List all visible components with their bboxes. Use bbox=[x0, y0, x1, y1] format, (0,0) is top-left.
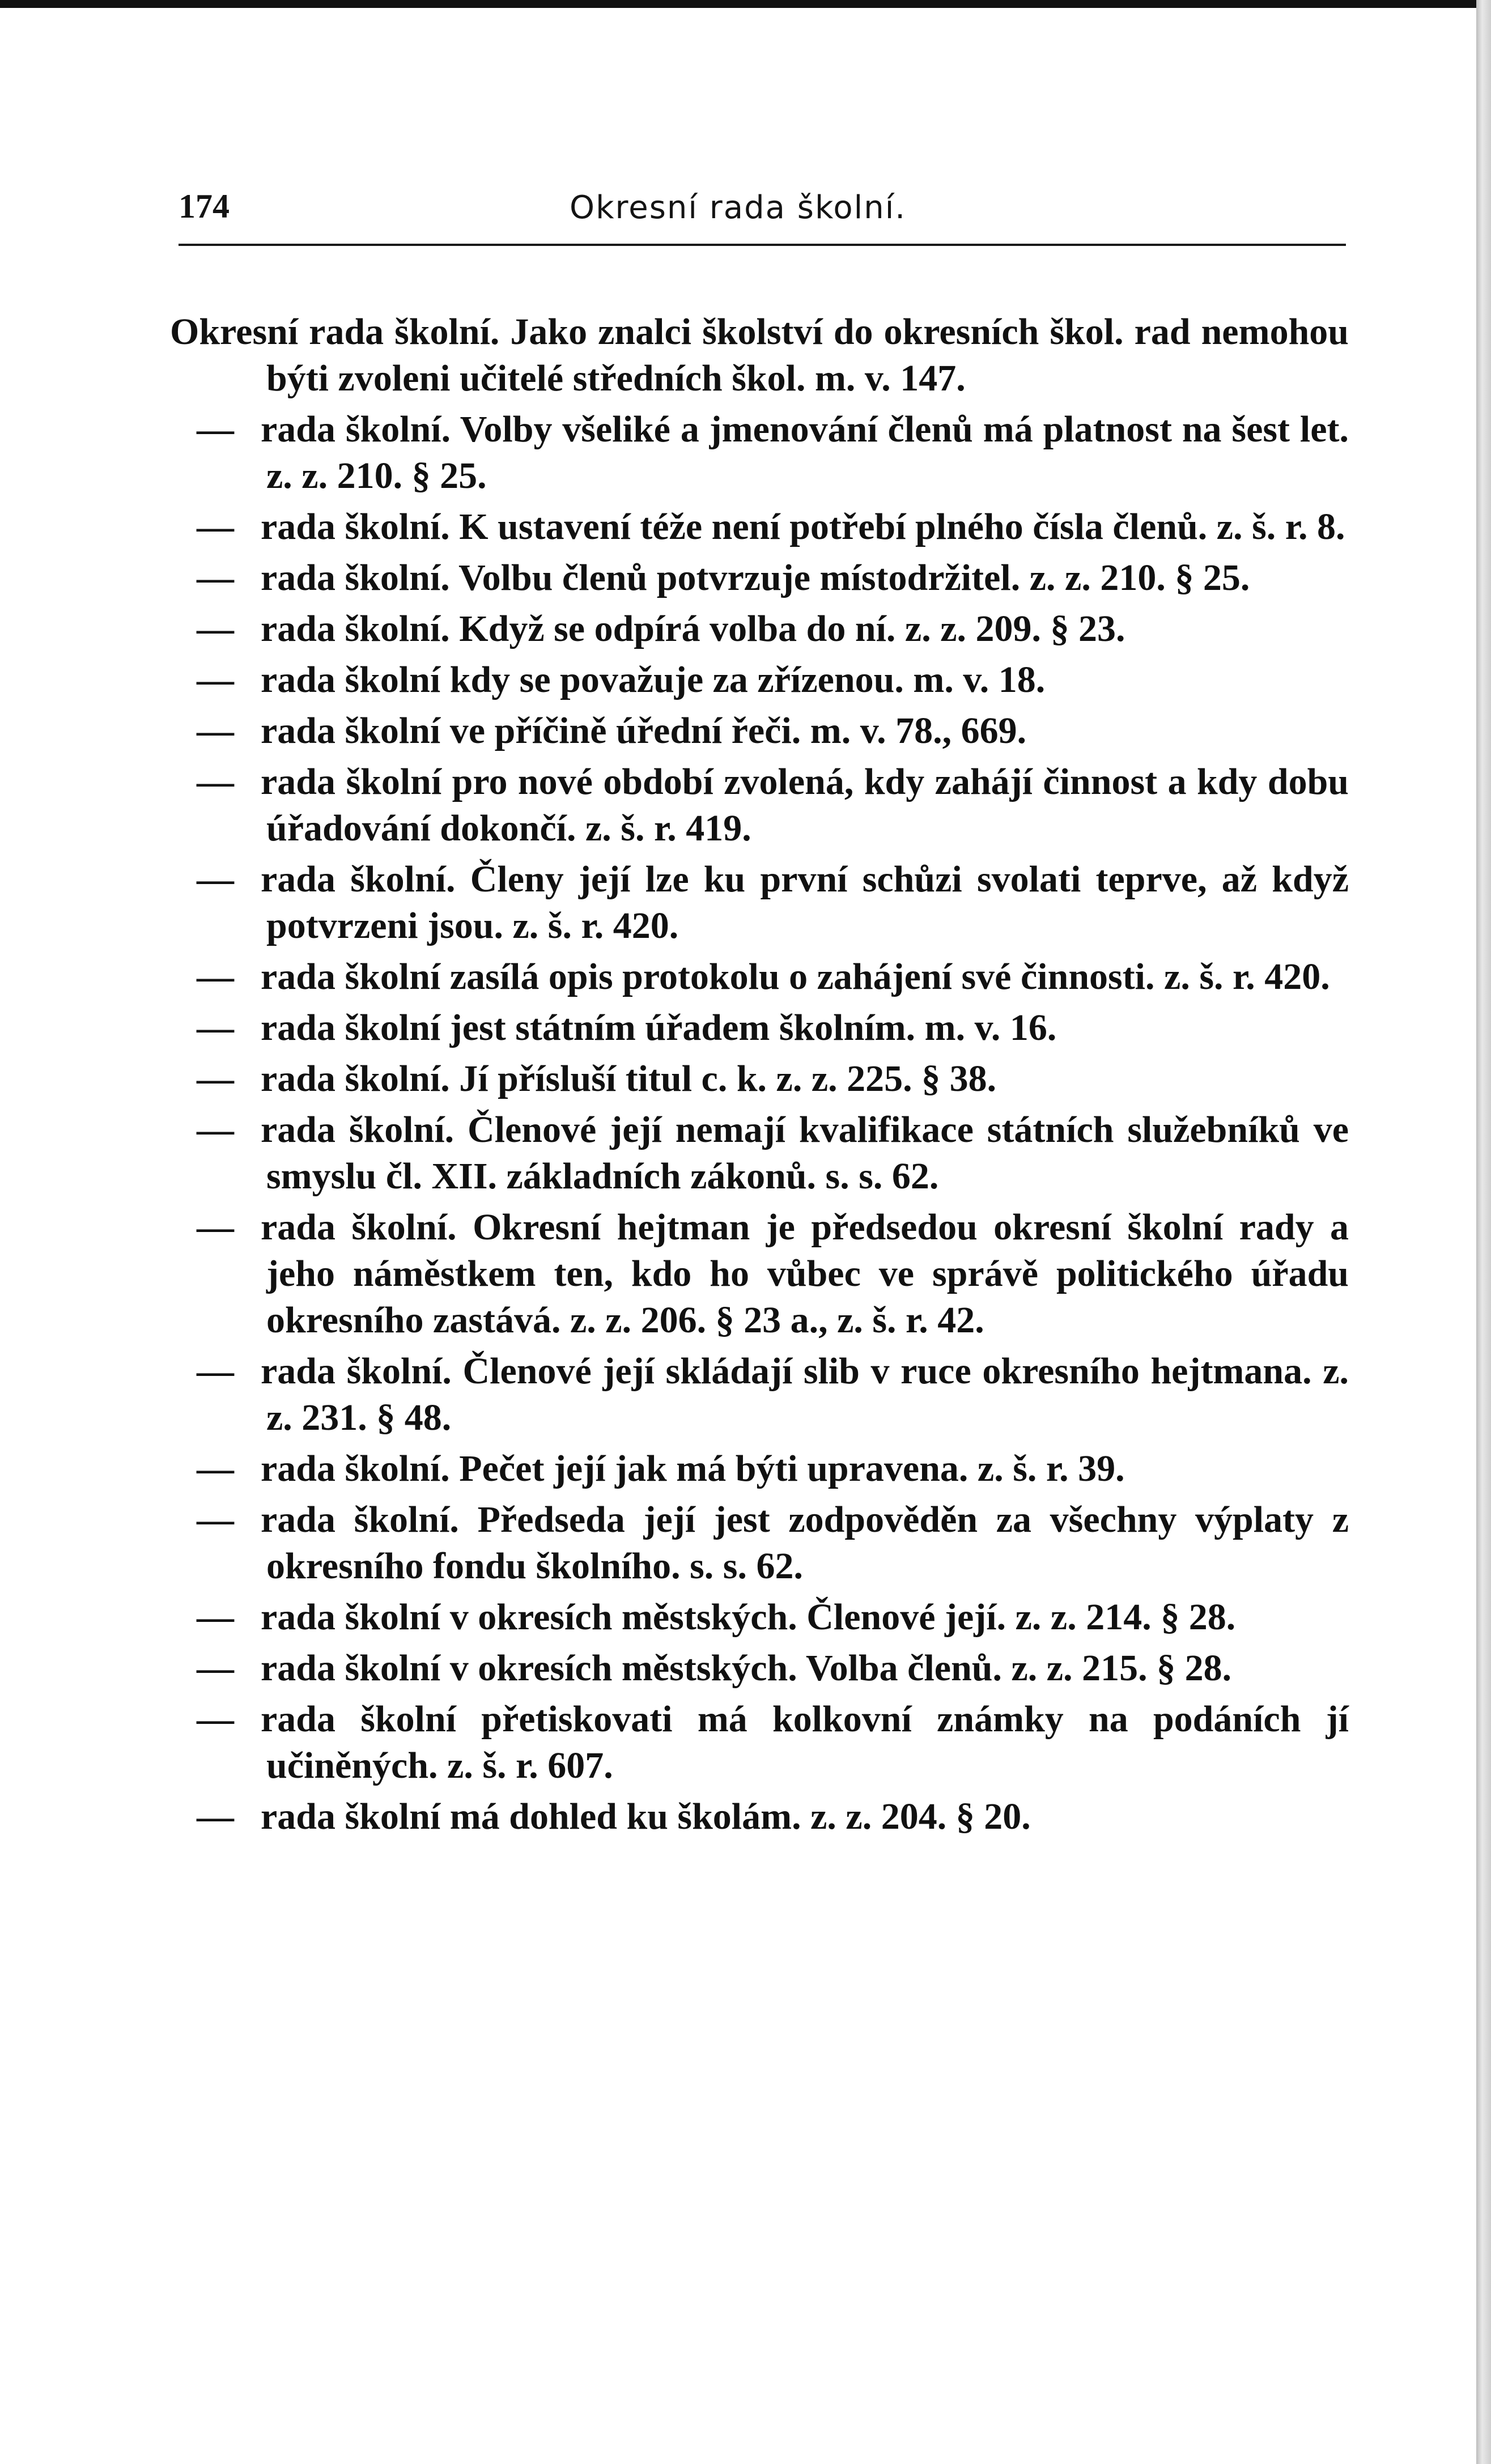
entry-lead: — bbox=[197, 506, 234, 547]
entry-lead: — bbox=[197, 1350, 234, 1392]
running-title: Okresní rada školní. bbox=[570, 189, 907, 226]
entry-text: rada školní. Jí přísluší titul c. k. z. z. 225. § 38. bbox=[261, 1058, 997, 1099]
entry-text: rada školní. Když se odpírá volba do ní. z. z. 209. § 23. bbox=[261, 608, 1125, 649]
index-entry bbox=[170, 1204, 1349, 1344]
entry-lead: — bbox=[197, 557, 234, 598]
index-entry bbox=[170, 606, 1349, 652]
scan-top-border bbox=[0, 0, 1491, 8]
entry-text: rada školní. Členy její lze ku první schůzi svolati teprve, až když potvrzeni jsou. z. š. r. 420. bbox=[261, 859, 1349, 946]
entry-text: rada školní. Členové její nemají kvalifikace státních služebníků ve smyslu čl. XII. základních zákonů. s. s. 62. bbox=[261, 1109, 1349, 1197]
entry-lead: — bbox=[197, 1448, 234, 1489]
entry-text: rada školní. K ustavení téže není potřebí plného čísla členů. z. š. r. 8. bbox=[261, 506, 1345, 547]
index-entry bbox=[170, 1794, 1349, 1840]
entry-text: Okresní rada školní. Jako znalci školství do okresních škol. rad nemohou býti zvoleni učitelé středních škol. m. v. 147. bbox=[170, 311, 1349, 399]
index-entry bbox=[170, 954, 1349, 1000]
entry-lead: — bbox=[197, 1596, 234, 1638]
entry-text: rada školní. Členové její skládají slib v ruce okresního hejtmana. z. z. 231. § 48. bbox=[261, 1350, 1349, 1438]
index-entry bbox=[170, 1594, 1349, 1641]
entry-lead: — bbox=[197, 1796, 234, 1837]
entry-text: rada školní. Volbu členů potvrzuje místodržitel. z. z. 210. § 25. bbox=[261, 557, 1250, 598]
entry-lead: — bbox=[197, 956, 234, 997]
entry-lead: — bbox=[197, 1007, 234, 1048]
index-entry bbox=[170, 1497, 1349, 1590]
scan-right-edge bbox=[1476, 0, 1491, 2464]
entry-lead: — bbox=[197, 710, 234, 751]
entry-lead: — bbox=[197, 659, 234, 700]
entry-text: rada školní. Pečet její jak má býti upravena. z. š. r. 39. bbox=[261, 1448, 1125, 1489]
entry-text: rada školní má dohled ku školám. z. z. 204. § 20. bbox=[261, 1796, 1031, 1837]
index-entry bbox=[170, 1056, 1349, 1102]
entry-text: rada školní. Předseda její jest zodpověděn za všechny výplaty z okresního fondu školního. s. s. 62. bbox=[261, 1499, 1349, 1587]
index-entry bbox=[170, 1696, 1349, 1789]
index-entry bbox=[170, 1348, 1349, 1441]
index-entry bbox=[170, 1446, 1349, 1492]
header-rule bbox=[179, 244, 1346, 246]
entry-text: rada školní pro nové období zvolená, kdy zahájí činnost a kdy dobu úřadování dokončí. z. š. r. 419. bbox=[261, 761, 1349, 849]
index-entry bbox=[170, 504, 1349, 550]
index-entry bbox=[170, 1645, 1349, 1692]
index-entry bbox=[170, 1005, 1349, 1051]
entry-text: rada školní ve příčině úřední řeči. m. v. 78., 669. bbox=[261, 710, 1027, 751]
entry-text: rada školní jest státním úřadem školním. m. v. 16. bbox=[261, 1007, 1057, 1048]
entry-lead: — bbox=[197, 409, 234, 450]
entry-lead: — bbox=[197, 1109, 234, 1150]
entry-lead: — bbox=[197, 1206, 234, 1248]
entry-text: rada školní přetiskovati má kolkovní známky na podáních jí učiněných. z. š. r. 607. bbox=[261, 1698, 1349, 1786]
entry-lead: — bbox=[197, 859, 234, 900]
index-entry bbox=[170, 708, 1349, 754]
index-entry bbox=[170, 657, 1349, 703]
index-entry bbox=[170, 309, 1349, 402]
index-entries bbox=[170, 309, 1349, 1845]
index-entry bbox=[170, 555, 1349, 601]
entry-text: rada školní v okresích městských. Členové její. z. z. 214. § 28. bbox=[261, 1596, 1236, 1638]
entry-text: rada školní kdy se považuje za zřízenou. m. v. 18. bbox=[261, 659, 1046, 700]
entry-lead: — bbox=[197, 1647, 234, 1689]
index-entry bbox=[170, 406, 1349, 499]
entry-lead: — bbox=[197, 761, 234, 802]
index-entry bbox=[170, 1107, 1349, 1200]
entry-text: rada školní. Volby všeliké a jmenování členů má platnost na šest let. z. z. 210. § 25. bbox=[261, 409, 1349, 496]
entry-lead: — bbox=[197, 1058, 234, 1099]
entry-lead: — bbox=[197, 608, 234, 649]
entry-lead: — bbox=[197, 1499, 234, 1540]
entry-text: rada školní v okresích městských. Volba členů. z. z. 215. § 28. bbox=[261, 1647, 1232, 1689]
index-entry bbox=[170, 759, 1349, 852]
entry-text: rada školní. Okresní hejtman je předsedou okresní školní rady a jeho náměstkem ten, kdo ho vůbec ve správě politického úřadu okresního zastává. z. z. 206. § 23 a., z. š. r. 42. bbox=[261, 1206, 1349, 1341]
page-number: 174 bbox=[179, 188, 230, 225]
entry-lead: — bbox=[197, 1698, 234, 1740]
index-entry bbox=[170, 856, 1349, 949]
page-header bbox=[179, 187, 1346, 238]
entry-text: rada školní zasílá opis protokolu o zahájení své činnosti. z. š. r. 420. bbox=[261, 956, 1330, 997]
